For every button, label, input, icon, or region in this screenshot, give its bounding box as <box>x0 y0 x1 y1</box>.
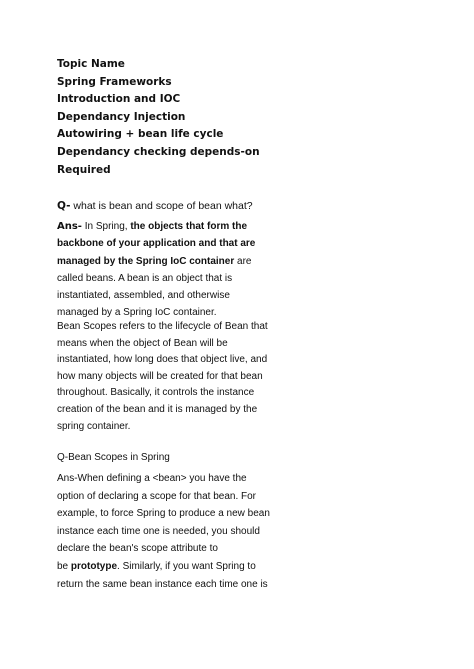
topic-item: Required <box>57 163 111 176</box>
question-label: Q- <box>57 200 71 212</box>
bean-scopes-paragraph <box>57 319 417 435</box>
topic-heading: Topic Name <box>57 58 125 70</box>
topic-item: Introduction and IOC <box>57 93 181 106</box>
answer-line: managed by a Spring IoC container. <box>57 307 217 319</box>
topic-item: Dependancy Injection <box>57 110 186 123</box>
answer-label: Ans- <box>57 221 82 232</box>
paragraph-line: creation of the bean and it is managed by the <box>57 403 258 415</box>
topic-list <box>57 56 260 179</box>
answer-text: are <box>234 255 252 267</box>
answer-line: called beans. A bean is an object that is <box>57 272 233 284</box>
answer-line: option of declaring a scope for that bean. For <box>57 490 257 502</box>
answer-line <box>57 253 417 270</box>
answer-line: instance each time one is needed, you should <box>57 525 260 537</box>
answer-line: example, to force Spring to produce a new bean <box>57 508 270 520</box>
question-bean-scopes-in-spring: Q-Bean Scopes in Spring <box>57 452 170 463</box>
paragraph-line: means when the object of Bean will be <box>57 337 228 349</box>
answer-intro: In Spring, <box>81 221 131 232</box>
answer-line: instantiated, assembled, and otherwise <box>57 290 230 302</box>
answer-line <box>57 218 417 235</box>
paragraph-line: throughout. Basically, it controls the instance <box>57 387 255 399</box>
answer-line: Ans-When defining a <bean> you have the <box>57 473 247 484</box>
topic-item: Dependancy checking depends-on <box>57 145 260 158</box>
paragraph-line: instantiated, how long does that object live, and <box>57 354 268 366</box>
question-text: what is bean and scope of bean what? <box>70 200 253 212</box>
paragraph-line: how many objects will be created for that bean <box>57 370 263 382</box>
paragraph-line: spring container. <box>57 420 131 432</box>
question-bean-scope <box>57 200 417 212</box>
topic-item: Autowiring + bean life cycle <box>57 128 224 141</box>
answer-bold-text: the objects that form the <box>130 221 248 232</box>
paragraph-line: Bean Scopes refers to the lifecycle of Bean that <box>57 321 268 332</box>
answer-bold-text: managed by the Spring IoC container <box>57 255 235 267</box>
topic-item: Spring Frameworks <box>57 75 172 88</box>
answer-bold-line: backbone of your application and that are <box>57 238 256 250</box>
answer-line <box>57 558 417 576</box>
answer-text: be <box>57 560 71 572</box>
answer-text: . Similarly, if you want Spring to <box>117 560 256 572</box>
answer-line: return the same bean instance each time one is <box>57 578 268 590</box>
answer-bean <box>57 218 417 322</box>
answer-bean-scopes <box>57 470 417 593</box>
answer-line: declare the bean's scope attribute to <box>57 543 218 555</box>
answer-bold-text: prototype <box>70 560 118 572</box>
